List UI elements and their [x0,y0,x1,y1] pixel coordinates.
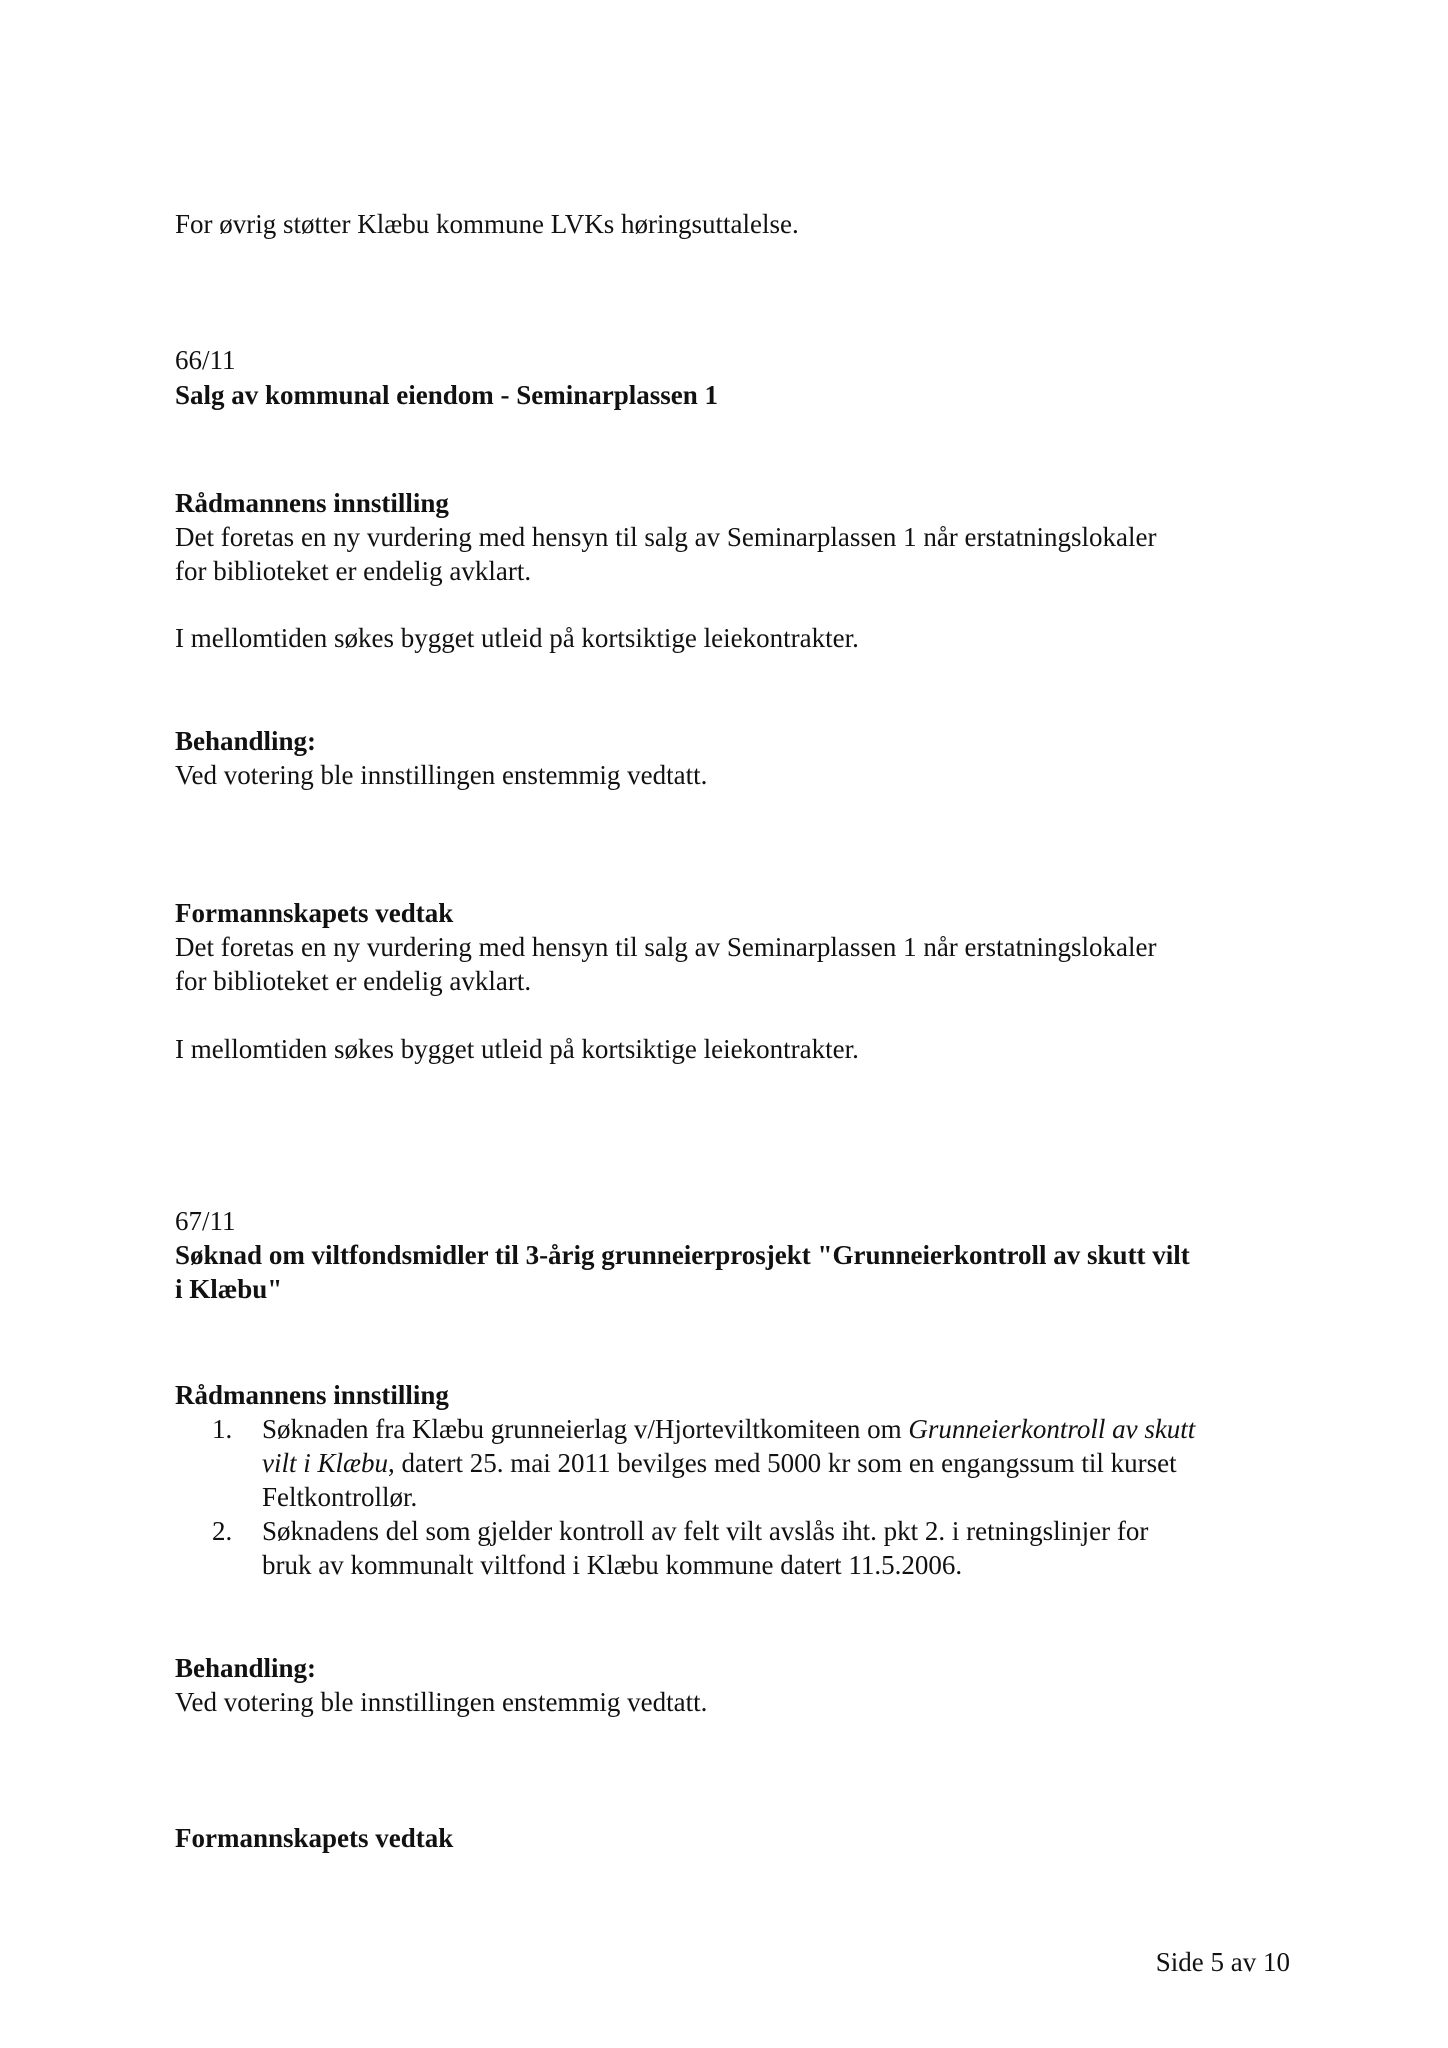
case-66-behandling-heading: Behandling: [175,726,317,756]
case-67-behandling-heading: Behandling: [175,1653,317,1683]
list-item-text: Søknaden fra Klæbu grunneierlag v/Hjorteviltkomiteen om [262,1414,909,1444]
case-66-vedtak-line-3: I mellomtiden søkes bygget utleid på kortsiktige leiekontrakter. [175,1034,859,1064]
page-number: Side 5 av 10 [1155,1947,1290,1977]
list-item-italic-title: Grunneierkontroll av skutt [908,1414,1196,1444]
case-67-vedtak-heading: Formannskapets vedtak [175,1823,454,1853]
list-item-italic-title: vilt i Klæbu [262,1448,389,1478]
list-item-text: , datert 25. mai 2011 bevilges med 5000 kr som en engangssum til kurset [388,1448,1177,1478]
list-marker: 1. [212,1414,233,1444]
case-66-radmann-line-3: I mellomtiden søkes bygget utleid på kortsiktige leiekontrakter. [175,623,859,653]
list-item-line-3: Feltkontrollør. [262,1482,418,1512]
list-item-line-2 [262,1446,1177,1480]
case-66-behandling-text: Ved votering ble innstillingen enstemmig vedtatt. [175,760,708,790]
case-67-title-line-2: i Klæbu" [175,1274,283,1304]
list-item-line-2: bruk av kommunalt viltfond i Klæbu kommune datert 11.5.2006. [262,1550,963,1580]
case-67-behandling-text: Ved votering ble innstillingen enstemmig vedtatt. [175,1687,708,1717]
case-67-title-line-1: Søknad om viltfondsmidler til 3-årig grunneierprosjekt "Grunneierkontroll av skutt vilt [175,1240,1190,1270]
case-66-vedtak-line-1: Det foretas en ny vurdering med hensyn til salg av Seminarplassen 1 når erstatningslokaler [175,932,1157,962]
list-item-line-1: Søknadens del som gjelder kontroll av felt vilt avslås iht. pkt 2. i retningslinjer for [262,1516,1149,1546]
case-66-radmann-heading: Rådmannens innstilling [175,488,449,518]
case-67-radmann-heading: Rådmannens innstilling [175,1380,449,1410]
case-66-radmann-line-2: for biblioteket er endelig avklart. [175,556,532,586]
case-66-radmann-line-1: Det foretas en ny vurdering med hensyn til salg av Seminarplassen 1 når erstatningslokaler [175,522,1157,552]
intro-text: For øvrig støtter Klæbu kommune LVKs høringsuttalelse. [175,209,799,239]
list-item-line-1 [262,1412,1195,1446]
case-66-title: Salg av kommunal eiendom - Seminarplassen 1 [175,380,719,410]
case-67-number: 67/11 [175,1206,236,1236]
case-66-vedtak-heading: Formannskapets vedtak [175,898,454,928]
case-66-vedtak-line-2: for biblioteket er endelig avklart. [175,966,532,996]
case-66-number: 66/11 [175,345,236,375]
list-marker: 2. [212,1516,233,1546]
